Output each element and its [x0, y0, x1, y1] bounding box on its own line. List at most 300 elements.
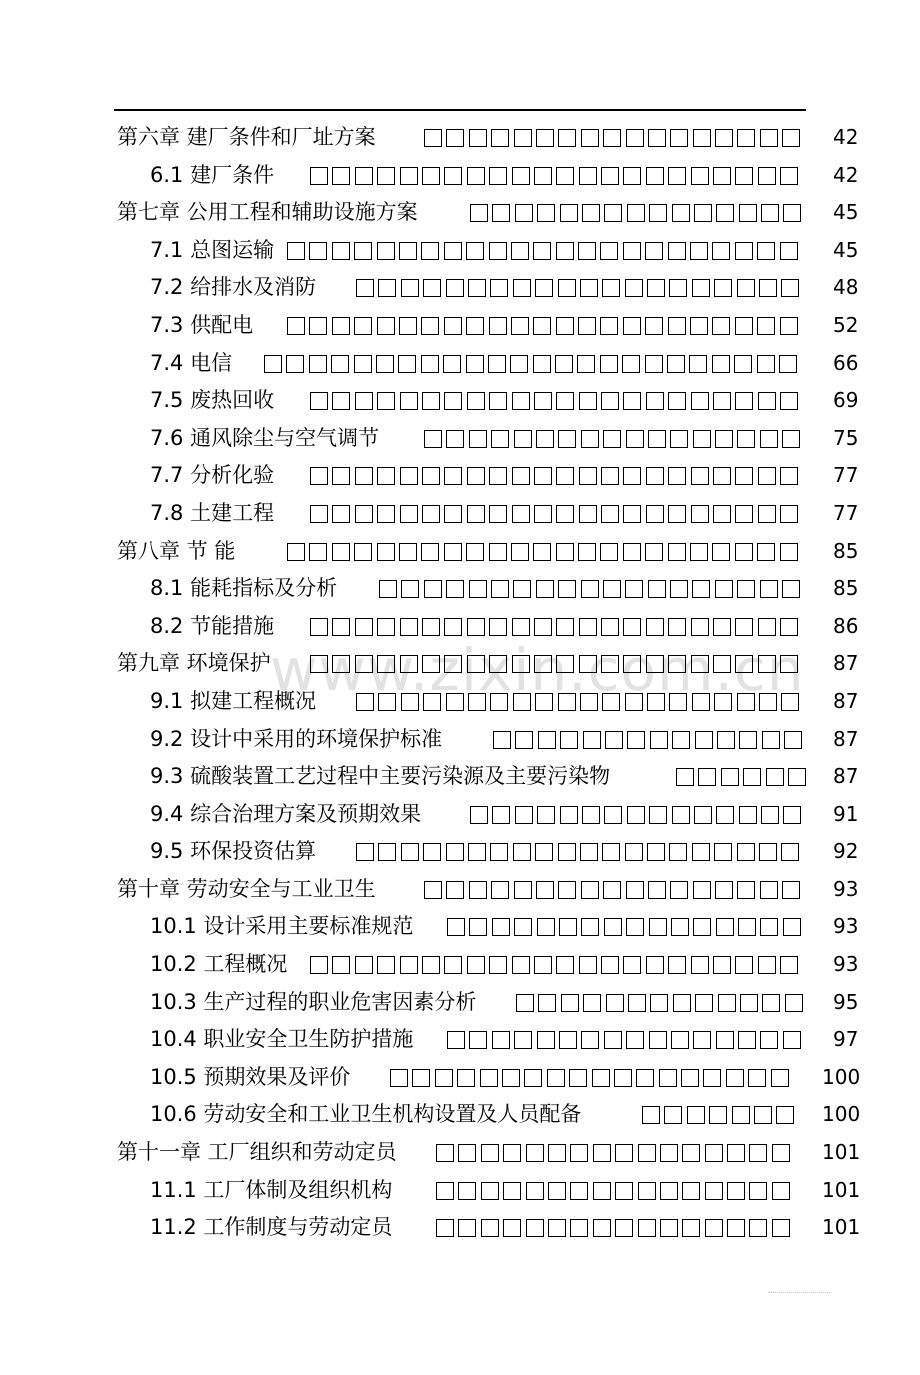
- leader-box: [668, 392, 686, 410]
- leader-box: [693, 430, 711, 448]
- leader-box: [780, 467, 798, 485]
- toc-section-entry[interactable]: [0, 907, 920, 945]
- leader-box: [715, 580, 733, 598]
- toc-chapter-entry[interactable]: [0, 644, 920, 682]
- leader-box: [492, 918, 510, 936]
- toc-entry-title: 7.8 土建工程: [150, 500, 275, 525]
- leader-box: [467, 956, 485, 974]
- leader-box: [578, 543, 596, 561]
- leader-box: [436, 1182, 454, 1200]
- leader-box: [758, 618, 776, 636]
- leader-box: [444, 317, 462, 335]
- leader-box: [526, 1182, 544, 1200]
- toc-page-number: 87: [833, 726, 859, 751]
- leader-box: [712, 317, 730, 335]
- leader-box: [623, 505, 641, 523]
- leader-box: [377, 655, 395, 673]
- leader-box: [727, 1219, 745, 1237]
- leader-box: [681, 1069, 699, 1087]
- leader-box: [601, 167, 619, 185]
- leader-box: [782, 129, 800, 147]
- leader-box: [740, 994, 758, 1012]
- leader-box: [581, 430, 599, 448]
- toc-page-number: 87: [833, 651, 859, 676]
- leader-box: [693, 918, 711, 936]
- toc-leader-boxes: [516, 992, 831, 1014]
- leader-box: [560, 731, 578, 749]
- leader-box: [355, 655, 373, 673]
- leader-box: [717, 731, 735, 749]
- leader-box: [537, 806, 555, 824]
- leader-box: [446, 279, 464, 297]
- leader-box: [669, 843, 687, 861]
- toc-chapter-entry[interactable]: [0, 193, 920, 231]
- toc-leader-boxes: [287, 541, 831, 563]
- leader-box: [691, 956, 709, 974]
- toc-section-entry[interactable]: [0, 1058, 920, 1096]
- toc-chapter-entry[interactable]: [0, 532, 920, 570]
- leader-box: [481, 1219, 499, 1237]
- toc-chapter-entry[interactable]: [0, 118, 920, 156]
- leader-box: [469, 580, 487, 598]
- leader-box: [735, 543, 753, 561]
- toc-leader-boxes: [470, 202, 831, 224]
- leader-box: [470, 806, 488, 824]
- leader-box: [458, 1219, 476, 1237]
- toc-page-number: 85: [833, 576, 859, 601]
- leader-box: [490, 279, 508, 297]
- toc-entry-title: 7.5 废热回收: [150, 388, 275, 413]
- toc-entry-title: 9.4 综合治理方案及预期效果: [150, 801, 422, 826]
- leader-box: [556, 242, 574, 260]
- toc-section-entry[interactable]: [0, 607, 920, 645]
- toc-page-number: 97: [833, 1027, 859, 1052]
- leader-box: [446, 693, 464, 711]
- toc-section-entry[interactable]: [0, 306, 920, 344]
- toc-page-number: 93: [833, 952, 859, 977]
- leader-box: [625, 693, 643, 711]
- leader-box: [286, 355, 304, 373]
- leader-box: [512, 167, 530, 185]
- leader-box: [400, 956, 418, 974]
- toc-leader-boxes: [436, 1180, 820, 1202]
- leader-box: [489, 392, 507, 410]
- leader-box: [309, 317, 327, 335]
- leader-box: [735, 618, 753, 636]
- leader-box: [444, 467, 462, 485]
- leader-box: [705, 1219, 723, 1237]
- leader-box: [604, 204, 622, 222]
- leader-box: [310, 392, 328, 410]
- leader-box: [638, 1144, 656, 1162]
- leader-box: [615, 1182, 633, 1200]
- leader-box: [691, 505, 709, 523]
- leader-box: [692, 843, 710, 861]
- toc-section-entry[interactable]: [0, 945, 920, 983]
- toc-page-number: 100: [822, 1064, 861, 1089]
- toc-page-number: 85: [833, 538, 859, 563]
- toc-leader-boxes: [356, 277, 831, 299]
- toc-section-entry[interactable]: [0, 569, 920, 607]
- leader-box: [534, 392, 552, 410]
- leader-box: [695, 994, 713, 1012]
- toc-section-entry[interactable]: [0, 832, 920, 870]
- leader-box: [580, 843, 598, 861]
- leader-box: [600, 355, 618, 373]
- toc-page-number: 101: [822, 1215, 861, 1240]
- leader-box: [332, 505, 350, 523]
- leader-box: [424, 430, 442, 448]
- leader-box: [457, 1069, 475, 1087]
- toc-entry-title: 第十章 劳动安全与工业卫生: [117, 876, 376, 901]
- leader-box: [760, 1031, 778, 1049]
- leader-box: [446, 129, 464, 147]
- leader-box: [760, 430, 778, 448]
- leader-box: [649, 1031, 667, 1049]
- leader-box: [743, 768, 761, 786]
- toc-entry-title: 10.1 设计采用主要标准规范: [150, 914, 414, 939]
- leader-box: [492, 204, 510, 222]
- toc-leader-boxes: [310, 390, 831, 412]
- leader-box: [556, 392, 574, 410]
- leader-box: [547, 1069, 565, 1087]
- toc-leader-boxes: [310, 954, 831, 976]
- leader-box: [446, 580, 464, 598]
- leader-box: [332, 618, 350, 636]
- leader-box: [401, 580, 419, 598]
- leader-box: [601, 467, 619, 485]
- leader-box: [466, 543, 484, 561]
- leader-box: [648, 580, 666, 598]
- leader-box: [512, 392, 530, 410]
- leader-box: [481, 1182, 499, 1200]
- leader-box: [732, 1106, 750, 1124]
- leader-box: [758, 956, 776, 974]
- toc-section-entry[interactable]: [0, 757, 920, 795]
- leader-box: [784, 731, 802, 749]
- leader-box: [558, 580, 576, 598]
- leader-box: [469, 430, 487, 448]
- toc-page-number: 69: [833, 388, 859, 413]
- toc-entry-title: 6.1 建厂条件: [150, 162, 275, 187]
- leader-box: [604, 918, 622, 936]
- toc-entry-title: 9.2 设计中采用的环境保护标准: [150, 726, 443, 751]
- leader-box: [424, 881, 442, 899]
- leader-box: [649, 918, 667, 936]
- leader-box: [646, 392, 664, 410]
- leader-box: [749, 1182, 767, 1200]
- leader-box: [646, 467, 664, 485]
- toc-section-entry[interactable]: [0, 983, 920, 1021]
- leader-box: [670, 129, 688, 147]
- leader-box: [561, 994, 579, 1012]
- toc-leader-boxes: [356, 841, 831, 863]
- leader-box: [536, 430, 554, 448]
- leader-box: [669, 279, 687, 297]
- leader-box: [412, 1069, 430, 1087]
- toc-chapter-entry[interactable]: [0, 1133, 920, 1171]
- toc-section-entry[interactable]: [0, 494, 920, 532]
- toc-leader-boxes: [642, 1104, 820, 1126]
- leader-box: [623, 618, 641, 636]
- leader-box: [758, 655, 776, 673]
- leader-box: [715, 881, 733, 899]
- leader-box: [759, 843, 777, 861]
- leader-box: [695, 731, 713, 749]
- leader-box: [444, 167, 462, 185]
- toc-page-number: 93: [833, 914, 859, 939]
- leader-box: [727, 1182, 745, 1200]
- leader-box: [713, 392, 731, 410]
- leader-box: [421, 355, 439, 373]
- toc-page-number: 93: [833, 876, 859, 901]
- leader-box: [601, 505, 619, 523]
- leader-box: [581, 918, 599, 936]
- leader-box: [579, 618, 597, 636]
- leader-box: [467, 655, 485, 673]
- leader-box: [466, 242, 484, 260]
- leader-box: [489, 505, 507, 523]
- leader-box: [378, 279, 396, 297]
- leader-box: [713, 167, 731, 185]
- leader-box: [489, 467, 507, 485]
- leader-box: [536, 881, 554, 899]
- leader-box: [739, 204, 757, 222]
- leader-box: [570, 1182, 588, 1200]
- leader-box: [354, 242, 372, 260]
- leader-box: [526, 1144, 544, 1162]
- leader-box: [735, 242, 753, 260]
- leader-box: [470, 204, 488, 222]
- leader-box: [537, 204, 555, 222]
- toc-page-number: 42: [833, 162, 859, 187]
- leader-box: [735, 505, 753, 523]
- leader-box: [671, 1031, 689, 1049]
- toc-leader-boxes: [379, 578, 831, 600]
- leader-box: [626, 1031, 644, 1049]
- leader-box: [691, 167, 709, 185]
- leader-box: [309, 543, 327, 561]
- leader-box: [512, 655, 530, 673]
- leader-box: [447, 1031, 465, 1049]
- leader-box: [692, 693, 710, 711]
- toc-entry-title: 11.2 工作制度与劳动定员: [150, 1215, 393, 1240]
- leader-box: [533, 543, 551, 561]
- leader-box: [436, 1144, 454, 1162]
- toc-page-number: 87: [833, 764, 859, 789]
- toc-page-number: 48: [833, 275, 859, 300]
- toc-leader-boxes: [436, 1217, 820, 1239]
- toc-leader-boxes: [470, 804, 831, 826]
- leader-box: [714, 279, 732, 297]
- toc-section-entry[interactable]: [0, 419, 920, 457]
- leader-box: [738, 918, 756, 936]
- leader-box: [514, 918, 532, 936]
- leader-box: [716, 204, 734, 222]
- toc-entry-title: 7.2 给排水及消防: [150, 275, 317, 300]
- toc-section-entry[interactable]: [0, 231, 920, 269]
- toc-leader-boxes: [390, 1067, 820, 1089]
- leader-box: [536, 129, 554, 147]
- leader-box: [533, 317, 551, 335]
- leader-box: [682, 1219, 700, 1237]
- leader-box: [705, 1182, 723, 1200]
- toc-section-entry[interactable]: [0, 1020, 920, 1058]
- toc-section-entry[interactable]: [0, 795, 920, 833]
- leader-box: [446, 843, 464, 861]
- leader-box: [466, 355, 484, 373]
- leader-box: [625, 843, 643, 861]
- leader-box: [737, 693, 755, 711]
- toc-section-entry[interactable]: [0, 344, 920, 382]
- leader-box: [783, 204, 801, 222]
- header-rule: [114, 109, 806, 111]
- leader-box: [379, 580, 397, 598]
- leader-box: [503, 1144, 521, 1162]
- leader-box: [687, 1106, 705, 1124]
- leader-box: [447, 918, 465, 936]
- leader-box: [738, 1031, 756, 1049]
- leader-box: [615, 1219, 633, 1237]
- leader-box: [627, 204, 645, 222]
- leader-box: [489, 543, 507, 561]
- leader-box: [444, 655, 462, 673]
- toc-chapter-entry[interactable]: [0, 870, 920, 908]
- leader-box: [780, 618, 798, 636]
- leader-box: [400, 467, 418, 485]
- leader-box: [668, 167, 686, 185]
- leader-box: [603, 430, 621, 448]
- leader-box: [601, 392, 619, 410]
- leader-box: [469, 1031, 487, 1049]
- leader-box: [757, 543, 775, 561]
- leader-box: [467, 467, 485, 485]
- leader-box: [491, 430, 509, 448]
- leader-box: [422, 505, 440, 523]
- leader-box: [558, 430, 576, 448]
- leader-box: [511, 543, 529, 561]
- leader-box: [650, 731, 668, 749]
- leader-box: [650, 994, 668, 1012]
- leader-box: [332, 392, 350, 410]
- toc-section-entry[interactable]: [0, 381, 920, 419]
- leader-box: [713, 655, 731, 673]
- toc-page-number: 75: [833, 425, 859, 450]
- leader-box: [491, 129, 509, 147]
- leader-box: [603, 881, 621, 899]
- toc-entry-title: 第九章 环境保护: [117, 651, 271, 676]
- leader-box: [647, 279, 665, 297]
- leader-box: [772, 1219, 790, 1237]
- leader-box: [601, 618, 619, 636]
- leader-box: [492, 806, 510, 824]
- leader-box: [310, 655, 328, 673]
- toc-section-entry[interactable]: [0, 1171, 920, 1209]
- leader-box: [758, 467, 776, 485]
- leader-box: [443, 355, 461, 373]
- leader-box: [668, 467, 686, 485]
- leader-box: [788, 768, 806, 786]
- leader-box: [444, 618, 462, 636]
- leader-box: [421, 543, 439, 561]
- leader-box: [757, 317, 775, 335]
- leader-box: [400, 167, 418, 185]
- leader-box: [670, 580, 688, 598]
- leader-box: [489, 242, 507, 260]
- leader-box: [355, 618, 373, 636]
- toc-entry-title: 10.2 工程概况: [150, 952, 288, 977]
- leader-box: [559, 1031, 577, 1049]
- leader-box: [582, 806, 600, 824]
- toc-section-entry[interactable]: [0, 720, 920, 758]
- leader-box: [356, 279, 374, 297]
- leader-box: [754, 1106, 772, 1124]
- toc-entry-title: 10.4 职业安全卫生防护措施: [150, 1027, 414, 1052]
- leader-box: [489, 618, 507, 636]
- toc-entry-title: 10.5 预期效果及评价: [150, 1064, 351, 1089]
- toc-entry-title: 第十一章 工厂组织和劳动定员: [117, 1140, 397, 1165]
- leader-box: [735, 655, 753, 673]
- leader-box: [556, 467, 574, 485]
- leader-box: [480, 1069, 498, 1087]
- leader-box: [660, 1144, 678, 1162]
- leader-box: [400, 655, 418, 673]
- toc-section-entry[interactable]: [0, 1208, 920, 1246]
- leader-box: [638, 1219, 656, 1237]
- leader-box: [332, 317, 350, 335]
- leader-box: [627, 806, 645, 824]
- leader-box: [534, 505, 552, 523]
- leader-box: [489, 956, 507, 974]
- leader-box: [491, 580, 509, 598]
- leader-box: [581, 580, 599, 598]
- toc-leader-boxes: [287, 315, 831, 337]
- leader-box: [606, 994, 624, 1012]
- leader-box: [758, 167, 776, 185]
- leader-box: [377, 618, 395, 636]
- leader-box: [727, 1144, 745, 1162]
- leader-box: [435, 1069, 453, 1087]
- toc-section-entry[interactable]: [0, 456, 920, 494]
- leader-box: [469, 918, 487, 936]
- leader-box: [424, 129, 442, 147]
- leader-box: [378, 843, 396, 861]
- leader-box: [737, 430, 755, 448]
- leader-box: [762, 994, 780, 1012]
- leader-box: [766, 768, 784, 786]
- leader-box: [600, 543, 618, 561]
- leader-box: [692, 279, 710, 297]
- toc-section-entry[interactable]: [0, 682, 920, 720]
- toc-section-entry[interactable]: [0, 1095, 920, 1133]
- toc-entry-title: 10.6 劳动安全和工业卫生机构设置及人员配备: [150, 1102, 582, 1127]
- leader-box: [444, 242, 462, 260]
- toc-section-entry[interactable]: [0, 268, 920, 306]
- leader-box: [771, 1069, 789, 1087]
- leader-box: [399, 317, 417, 335]
- toc-page-number: 77: [833, 500, 859, 525]
- leader-box: [693, 881, 711, 899]
- leader-box: [623, 655, 641, 673]
- leader-box: [601, 956, 619, 974]
- leader-box: [422, 618, 440, 636]
- leader-box: [660, 1182, 678, 1200]
- leader-box: [503, 1182, 521, 1200]
- toc-section-entry[interactable]: [0, 156, 920, 194]
- leader-box: [668, 317, 686, 335]
- leader-box: [491, 881, 509, 899]
- leader-box: [690, 543, 708, 561]
